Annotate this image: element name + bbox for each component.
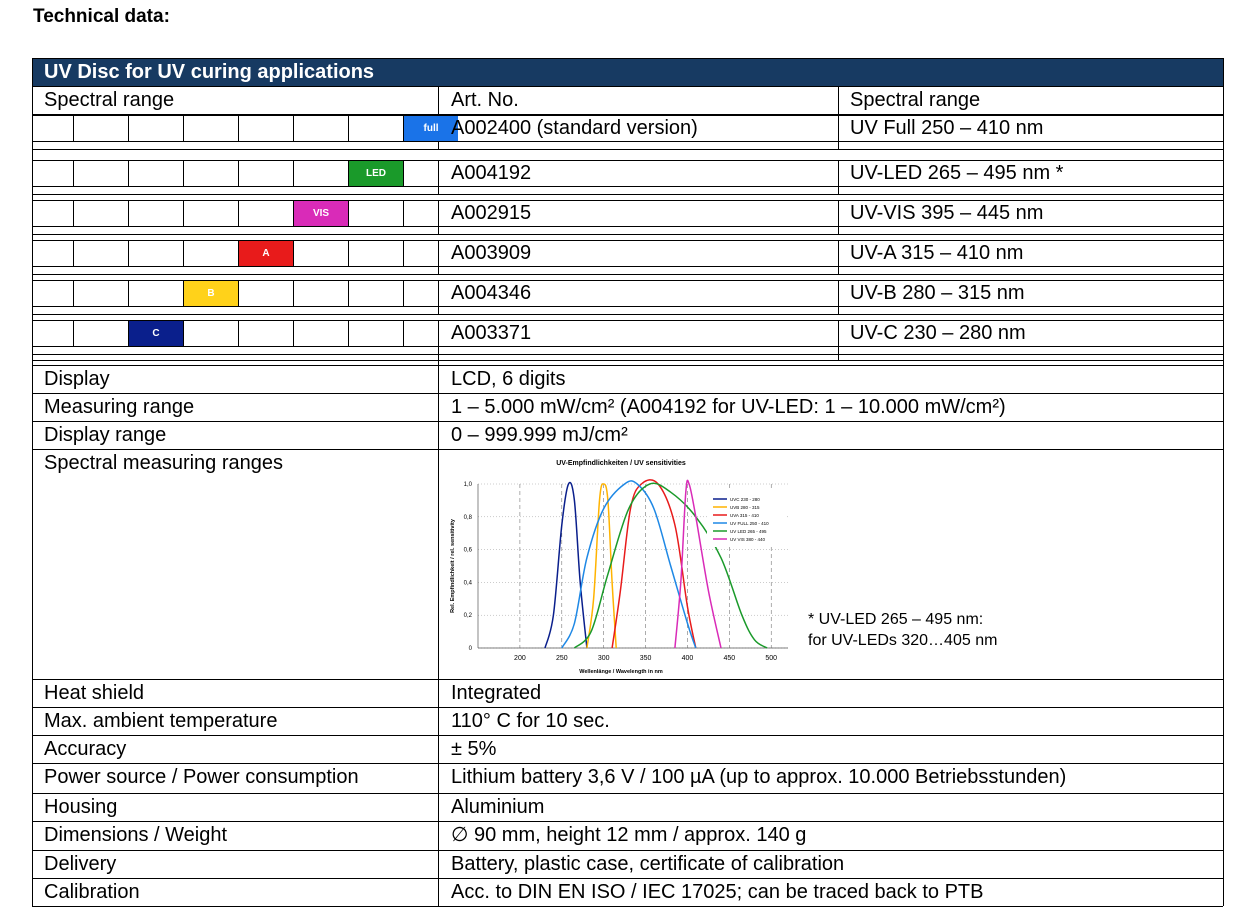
spectral-range-cell: UV-C 230 – 280 nm bbox=[850, 322, 1026, 344]
art-no-cell: A002915 bbox=[451, 202, 532, 224]
spectral-mark-b: B bbox=[184, 281, 238, 306]
spectral-mark-led: LED bbox=[349, 161, 403, 186]
spectral-grid-cell bbox=[128, 200, 129, 226]
spectral-grid-cell bbox=[348, 320, 349, 346]
col-border bbox=[438, 793, 439, 821]
col-border bbox=[438, 365, 439, 393]
spectral-chart-svg bbox=[443, 451, 800, 677]
y-tick-label: 0,8 bbox=[463, 514, 472, 521]
variant-strip-border bbox=[32, 314, 1223, 315]
col-border bbox=[438, 86, 439, 114]
variant-row-top bbox=[32, 320, 1223, 321]
variant-row-top bbox=[32, 280, 1223, 281]
variant-row-border bbox=[32, 306, 1223, 307]
chart-note-line2: for UV-LEDs 320…405 nm bbox=[808, 632, 998, 649]
col-border bbox=[438, 449, 439, 679]
y-tick-label: 1,0 bbox=[463, 482, 472, 488]
y-tick-label: 0,4 bbox=[463, 580, 472, 587]
series-line-1 bbox=[587, 484, 616, 648]
legend-label: UVC 230 - 280 bbox=[730, 497, 760, 502]
spec-value: Integrated bbox=[451, 682, 542, 704]
spectral-mark-a: A bbox=[239, 241, 293, 266]
x-tick-label: 500 bbox=[765, 655, 778, 662]
variant-row-border bbox=[32, 141, 1223, 142]
row-border bbox=[32, 86, 1223, 87]
spectral-mark-vis: VIS bbox=[294, 201, 348, 226]
spectral-grid-cell bbox=[293, 240, 294, 266]
legend-label: UVA 315 - 410 bbox=[730, 513, 759, 518]
spec-row-border bbox=[32, 707, 1223, 708]
spectral-grid-cell bbox=[73, 240, 74, 266]
spectral-grid-cell bbox=[73, 160, 74, 186]
spectral-range-cell: UV Full 250 – 410 nm bbox=[850, 117, 1044, 139]
variant-strip-border bbox=[32, 194, 1223, 195]
spectral-grid-cell bbox=[73, 115, 74, 141]
series-line-3 bbox=[562, 481, 696, 648]
spectral-grid-cell bbox=[183, 115, 184, 141]
y-tick-label: 0 bbox=[468, 646, 472, 652]
x-tick-label: 300 bbox=[597, 655, 610, 662]
spectral-grid-cell bbox=[348, 280, 349, 306]
table-right-border bbox=[1223, 58, 1224, 906]
spec-label: Measuring range bbox=[44, 396, 195, 418]
y-axis-label: Rel. Empfindlichkeit / rel. sensitivity bbox=[450, 519, 456, 613]
spec-row-border bbox=[32, 421, 1223, 422]
spectral-grid-cell bbox=[73, 200, 74, 226]
col-border bbox=[438, 878, 439, 906]
art-no-cell: A004346 bbox=[451, 282, 532, 304]
art-no-cell: A003371 bbox=[451, 322, 532, 344]
spectral-mark-c: C bbox=[129, 321, 183, 346]
spectral-grid-cell bbox=[293, 160, 294, 186]
spectral-grid-cell bbox=[293, 320, 294, 346]
spec-value: ± 5% bbox=[451, 738, 497, 760]
spectral-grid-cell bbox=[73, 280, 74, 306]
legend-label: UV FULL 250 - 410 bbox=[730, 521, 769, 526]
col-border bbox=[838, 200, 839, 234]
spec-row-border bbox=[32, 763, 1223, 764]
art-no-cell: A003909 bbox=[451, 242, 532, 264]
spectral-range-cell: UV-A 315 – 410 nm bbox=[850, 242, 1024, 264]
col-header-art-no: Art. No. bbox=[451, 89, 519, 111]
spectral-grid-cell bbox=[238, 200, 239, 226]
art-no-cell: A002400 (standard version) bbox=[451, 117, 698, 139]
y-tick-label: 0,6 bbox=[463, 547, 472, 554]
col-border bbox=[438, 707, 439, 735]
spec-label: Heat shield bbox=[44, 682, 145, 704]
spec-row-border bbox=[32, 735, 1223, 736]
variant-row-top bbox=[32, 160, 1223, 161]
col-border bbox=[838, 280, 839, 314]
row-border bbox=[32, 360, 1223, 361]
spec-label: Display bbox=[44, 368, 110, 390]
legend-label: UV VIS 380 - 440 bbox=[730, 537, 766, 542]
col-border bbox=[438, 320, 439, 354]
variant-row-top bbox=[32, 200, 1223, 201]
spec-value: Battery, plastic case, certificate of calibration bbox=[451, 853, 845, 875]
spec-label: Display range bbox=[44, 424, 167, 446]
spec-value: Acc. to DIN EN ISO / IEC 17025; can be traced back to PTB bbox=[451, 881, 984, 903]
legend-label: UV LED 265 - 495 bbox=[730, 529, 767, 534]
x-tick-label: 200 bbox=[514, 655, 526, 662]
spectral-range-cell: UV-LED 265 – 495 nm * bbox=[850, 162, 1064, 184]
spec-value: 110° C for 10 sec. bbox=[451, 710, 610, 732]
spectral-grid-cell bbox=[128, 115, 129, 141]
legend-label: UVB 280 - 315 bbox=[730, 505, 760, 510]
variant-strip-border bbox=[32, 234, 1223, 235]
variant-row-top bbox=[32, 240, 1223, 241]
spectral-grid-cell bbox=[403, 160, 404, 186]
spectral-grid-cell bbox=[403, 320, 404, 346]
spectral-grid-cell bbox=[348, 115, 349, 141]
spec-label: Spectral measuring ranges bbox=[44, 452, 284, 474]
col-border bbox=[438, 354, 439, 365]
spec-label: Delivery bbox=[44, 853, 117, 875]
variant-row-border bbox=[32, 346, 1223, 347]
spectral-grid-cell bbox=[238, 320, 239, 346]
col-border bbox=[438, 821, 439, 850]
table-title: UV Disc for UV curing applications bbox=[44, 61, 375, 83]
x-axis-label: Wellenlänge / Wavelength in nm bbox=[579, 669, 663, 675]
spec-value: 0 – 999.999 mJ/cm² bbox=[451, 424, 628, 446]
spec-row-border bbox=[32, 793, 1223, 794]
spectral-grid-cell bbox=[73, 320, 74, 346]
spec-label: Accuracy bbox=[44, 738, 127, 760]
col-border bbox=[438, 763, 439, 793]
page-heading: Technical data: bbox=[33, 6, 170, 27]
x-tick-label: 250 bbox=[555, 655, 568, 662]
col-border bbox=[438, 200, 439, 234]
chart-title: UV-Empfindlichkeiten / UV sensitivities bbox=[556, 460, 686, 467]
spectral-grid-cell bbox=[238, 280, 239, 306]
spec-label: Calibration bbox=[44, 881, 140, 903]
col-header-spectral: Spectral range bbox=[44, 89, 175, 111]
variant-strip-border bbox=[32, 274, 1223, 275]
col-border bbox=[838, 115, 839, 149]
table-bottom-border bbox=[32, 906, 1223, 907]
spec-row-border bbox=[32, 393, 1223, 394]
col-header-spectral-range: Spectral range bbox=[850, 89, 981, 111]
spec-value: ∅ 90 mm, height 12 mm / approx. 140 g bbox=[451, 824, 807, 846]
col-border bbox=[838, 86, 839, 114]
col-border bbox=[438, 850, 439, 878]
spectral-grid-cell bbox=[183, 240, 184, 266]
spectral-grid-cell bbox=[293, 115, 294, 141]
variant-strip-border bbox=[32, 354, 1223, 355]
spectral-chart bbox=[443, 451, 800, 677]
spec-row-border bbox=[32, 365, 1223, 366]
spectral-grid-cell bbox=[183, 200, 184, 226]
spectral-grid-cell bbox=[238, 115, 239, 141]
chart-note-line1: * UV-LED 265 – 495 nm: bbox=[808, 611, 984, 628]
series-line-0 bbox=[545, 483, 587, 648]
spectral-grid-cell bbox=[128, 160, 129, 186]
col-border bbox=[438, 421, 439, 449]
spectral-range-cell: UV-VIS 395 – 445 nm bbox=[850, 202, 1044, 224]
y-tick-label: 0,2 bbox=[463, 613, 472, 620]
variant-row-border bbox=[32, 266, 1223, 267]
x-tick-label: 350 bbox=[639, 655, 652, 662]
variant-row-border bbox=[32, 186, 1223, 187]
col-border bbox=[438, 280, 439, 314]
spec-value: LCD, 6 digits bbox=[451, 368, 566, 390]
col-border bbox=[438, 240, 439, 274]
col-border bbox=[838, 160, 839, 194]
spec-label: Max. ambient temperature bbox=[44, 710, 278, 732]
spec-label: Housing bbox=[44, 796, 118, 818]
series-line-2 bbox=[612, 480, 696, 648]
col-border bbox=[438, 679, 439, 707]
col-border bbox=[438, 160, 439, 194]
spec-row-border bbox=[32, 821, 1223, 822]
spectral-grid-cell bbox=[183, 320, 184, 346]
spec-row-border bbox=[32, 449, 1223, 450]
spec-row-border bbox=[32, 679, 1223, 680]
spectral-mark-full: full bbox=[404, 116, 458, 141]
col-border bbox=[438, 735, 439, 763]
spectral-grid-cell bbox=[348, 200, 349, 226]
spectral-grid-cell bbox=[348, 240, 349, 266]
spec-value: Lithium battery 3,6 V / 100 µA (up to approx. 10.000 Betriebsstunden) bbox=[451, 766, 1067, 788]
table-top-border bbox=[32, 58, 1223, 59]
spec-value: Aluminium bbox=[451, 796, 545, 818]
col-border bbox=[838, 240, 839, 274]
art-no-cell: A004192 bbox=[451, 162, 532, 184]
spectral-grid-cell bbox=[183, 160, 184, 186]
x-tick-label: 450 bbox=[723, 655, 736, 662]
variant-row-top bbox=[32, 115, 1223, 116]
spec-value: 1 – 5.000 mW/cm² (A004192 for UV-LED: 1 – 10.000 mW/cm²) bbox=[451, 396, 1006, 418]
col-border bbox=[838, 320, 839, 354]
spec-label: Dimensions / Weight bbox=[44, 824, 228, 846]
spec-row-border bbox=[32, 850, 1223, 851]
spectral-range-cell: UV-B 280 – 315 nm bbox=[850, 282, 1025, 304]
variant-strip-border bbox=[32, 149, 1223, 150]
spectral-grid-cell bbox=[403, 240, 404, 266]
variant-row-border bbox=[32, 226, 1223, 227]
spectral-grid-cell bbox=[403, 200, 404, 226]
col-border bbox=[438, 393, 439, 421]
spectral-grid-cell bbox=[128, 240, 129, 266]
chart-note bbox=[808, 609, 997, 651]
spec-row-border bbox=[32, 878, 1223, 879]
spectral-grid-cell bbox=[403, 280, 404, 306]
spectral-grid-cell bbox=[238, 160, 239, 186]
x-tick-label: 400 bbox=[681, 655, 694, 662]
spectral-grid-cell bbox=[128, 280, 129, 306]
spec-label: Power source / Power consumption bbox=[44, 766, 359, 788]
spectral-grid-cell bbox=[293, 280, 294, 306]
col-border bbox=[838, 354, 839, 360]
